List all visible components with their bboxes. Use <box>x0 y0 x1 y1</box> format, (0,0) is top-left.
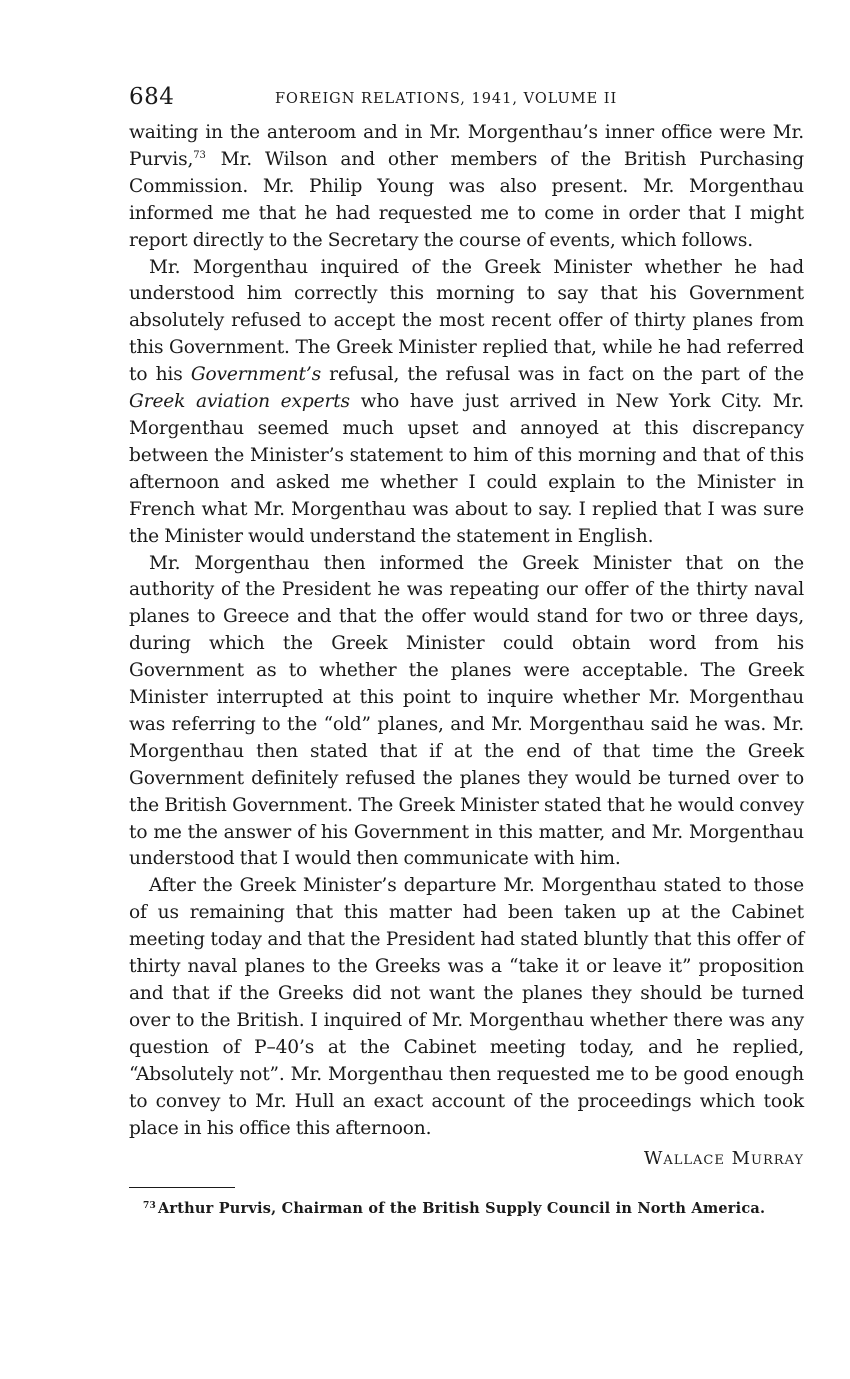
paragraph-1-text-a: waiting in the anteroom and in Mr. Morgenthau’s inner office were Mr. Purvis, <box>129 122 804 170</box>
body-text <box>129 120 804 1142</box>
paragraph-2-emphasis-1: Government’s <box>190 364 321 386</box>
footnote <box>129 1200 804 1217</box>
paragraph-2-text-a: Mr. Morgenthau inquired of the Greek Minister whether he had understood him correctly this morning to say that his Government absolutely refused to accept the most recent offer of thirty planes from this Government. The Greek Minister replied that, while he had referred to his <box>129 256 804 386</box>
paragraph-3: Mr. Morgenthau then informed the Greek Minister that on the authority of the President he was repeating our offer of the thirty naval planes to Greece and that the offer would stand for two or three days, during which the Greek Minister could obtain word from his Government as to whether the planes were acceptable. The Greek Minister interrupted at this point to inquire whether Mr. Morgenthau was referring to the “old” planes, and Mr. Morgenthau said he was. Mr. Morgenthau then stated that if at the end of that time the Greek Government definitely refused the planes they would be turned over to the British Government. The Greek Minister stated that he would convey to me the answer of his Government in this matter, and Mr. Morgenthau understood that I would then communicate with him. <box>129 552 804 870</box>
signature: Wallace Murray <box>643 1148 804 1170</box>
footnote-text: Arthur Purvis, Chairman of the British Supply Council in North America. <box>157 1200 766 1218</box>
paragraph-2-text-c: who have just arrived in New York City. Mr. Morgenthau seemed much upset and annoyed at this discrepancy between the Minister’s statement to him of this morning and that of this afternoon and asked me whether I could explain to the Minister in French what Mr. Morgenthau was about to say. I replied that I was sure the Minister would understand the statement in English. <box>129 391 804 547</box>
footnote-divider <box>129 1187 235 1188</box>
running-head <box>129 84 804 118</box>
paragraph-2-text-b: refusal, the refusal was in fact on the part of the <box>320 364 804 386</box>
paragraph-1-text-b: Mr. Wilson and other members of the British Purchasing Commission. Mr. Philip Young was also present. Mr. Morgenthau informed me that he had requested me to come in order that I might report directly to the Secretary the course of events, which follows. <box>129 148 804 251</box>
document-page <box>129 84 804 1217</box>
footnote-reference: 73 <box>193 149 206 161</box>
footnote-marker: 73 <box>143 1200 156 1211</box>
paragraph-4: After the Greek Minister’s departure Mr. Morgenthau stated to those of us remaining that this matter had been taken up at the Cabinet meeting today and that the President had stated bluntly that this offer of thirty naval planes to the Greeks was a “take it or leave it” proposition and that if the Greeks did not want the planes they should be turned over to the British. I inquired of Mr. Morgenthau whether there was any question of P–40’s at the Cabinet meeting today, and he replied, “Absolutely not”. Mr. Morgenthau then requested me to be good enough to convey to Mr. Hull an exact account of the proceedings which took place in his office this afternoon. <box>129 875 804 1139</box>
running-head-title: FOREIGN RELATIONS, 1941, VOLUME II <box>275 91 618 107</box>
page-number: 684 <box>129 84 175 110</box>
paragraph-1 <box>129 120 804 255</box>
paragraph-2 <box>129 255 804 551</box>
paragraph-2-emphasis-2: Greek aviation experts <box>129 391 350 413</box>
